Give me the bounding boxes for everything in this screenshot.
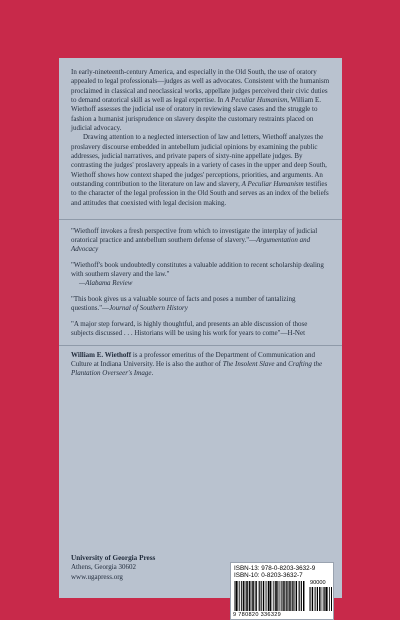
barcode-bar	[263, 581, 264, 611]
barcode-bar	[326, 587, 327, 611]
bio-text: .	[151, 369, 153, 377]
barcode-bar	[315, 587, 316, 611]
quote-text: "Wiethoff's book undoubtedly constitutes a valuable addition to recent scholarship dealing with southern slavery and the law."	[71, 261, 324, 278]
barcode-bar	[259, 581, 260, 611]
barcode-bar	[247, 581, 248, 611]
barcode-bar	[310, 587, 311, 611]
description-text: testifies to the character of the legal profession in the Old South and serves as an index of the beliefs and attitudes that coexisted with legal decision making.	[71, 180, 329, 207]
book-title: A Peculiar Humanism	[242, 180, 304, 188]
bio-text: and	[274, 360, 288, 368]
quote-text: "A major step forward, is highly thoughtful, and presents an able discussion of those subjects discussed . . . Historians will be using his work for years to come"—H-Net	[71, 320, 307, 337]
barcode-bar	[293, 581, 294, 611]
barcode-bar	[292, 581, 293, 611]
description-text: Drawing attention to a neglected intersection of law and letters, Wiethoff analyzes the proslavery discourse embedded in antebellum judicial opinions by examining the public addresses, judicial narratives, and private papers of sixty-nine appellate judges. By contrasting the judges' proslavery appeals in a variety of cases in the upper and deep South, Wiethoff shows how context shaped the judges' perceptions, priorities, and arguments. An outstanding contribution to the literature on law and slavery,	[71, 133, 327, 188]
barcode-bar	[296, 581, 297, 611]
publisher-url: www.ugapress.org	[71, 573, 155, 582]
quote-source: Argumentation and Advocacy	[71, 236, 310, 253]
barcode-bar	[299, 581, 300, 611]
barcode-bar	[246, 581, 247, 611]
publisher-name: University of Georgia Press	[71, 554, 155, 563]
barcode-bar	[329, 587, 330, 611]
quote-source: —Alabama Review	[71, 279, 331, 288]
back-cover-panel	[59, 58, 342, 598]
isbn-10: ISBN-10: 0-8203-3632-7	[234, 572, 303, 579]
quote-source: Journal of Southern History	[109, 304, 188, 312]
barcode-bar	[243, 581, 244, 611]
description-paragraph-1	[71, 68, 331, 133]
barcode-bar	[331, 587, 332, 611]
barcode-addon-bars	[309, 587, 332, 611]
book-title: The Insolent Slave	[223, 360, 275, 368]
description-paragraph-2	[71, 133, 331, 208]
barcode-bars	[234, 581, 306, 611]
review-quote-1	[71, 227, 331, 255]
review-quote-3	[71, 295, 331, 313]
barcode-bar	[286, 581, 287, 611]
barcode-bar	[275, 581, 276, 611]
barcode-bar	[261, 581, 262, 611]
barcode-digits: 9 780820 336329	[233, 612, 281, 618]
barcode-bar	[287, 581, 288, 611]
quote-text: "Wiethoff invokes a fresh perspective from which to investigate the interplay of judicial oratorical practice and antebellum southern defense of slavery."—	[71, 227, 317, 244]
publisher-block	[71, 554, 155, 582]
barcode-bar	[283, 581, 284, 611]
review-quote-4	[71, 320, 331, 338]
barcode-bar	[324, 587, 325, 611]
barcode-bar	[319, 587, 320, 611]
barcode-bar	[317, 587, 318, 611]
publisher-city: Athens, Georgia 30602	[71, 563, 155, 572]
barcode-bar	[235, 581, 236, 611]
barcode-bar	[312, 587, 313, 611]
book-title: A Peculiar Humanism	[225, 96, 287, 104]
description-text: , William E. Wiethoff assesses the judicial use of oratory in reviewing slave cases and the struggle to fashion a humanist jurisprudence on slavery despite the customary restraints placed on judicial advocacy.	[71, 96, 321, 132]
review-quote-2	[71, 261, 331, 289]
author-name: William E. Wiethoff	[71, 351, 131, 359]
barcode-bar	[303, 581, 304, 611]
book-title: Crafting the Plantation Overseer's Image	[71, 360, 322, 377]
barcode-bar	[236, 581, 237, 611]
barcode	[230, 562, 334, 620]
barcode-bar	[268, 581, 269, 611]
barcode-bar	[253, 581, 254, 611]
quote-text: "This book gives us a valuable source of facts and poses a number of tantalizing questions."—	[71, 295, 295, 312]
barcode-bar	[301, 581, 302, 611]
barcode-bar	[255, 581, 256, 611]
description-text: In early-nineteenth-century America, and especially in the Old South, the use of oratory appealed to legal professionals—judges as well as advocates. Consistent with the humanism proclaimed in classical and neoclassical works, appellate judges perceived their civic duties to demand oratorical skill as well as legal expertise. In	[71, 68, 329, 104]
barcode-bar	[323, 587, 324, 611]
divider	[59, 219, 342, 220]
barcode-bar	[270, 581, 271, 611]
barcode-bar	[239, 581, 240, 611]
barcode-bar	[267, 581, 268, 611]
barcode-bar	[281, 581, 282, 611]
barcode-bar	[241, 581, 242, 611]
barcode-bar	[273, 581, 274, 611]
barcode-bar	[276, 581, 277, 611]
isbn-13: ISBN-13: 978-0-8203-3632-9	[234, 565, 315, 572]
divider	[59, 345, 342, 346]
barcode-bar	[252, 581, 253, 611]
bio-text: is a professor emeritus of the Department of Communication and Culture at Indiana University. He is also the author of	[71, 351, 315, 368]
author-bio	[71, 351, 331, 379]
barcode-bar	[249, 581, 250, 611]
barcode-bar	[280, 581, 281, 611]
barcode-bar	[289, 581, 290, 611]
barcode-addon-digits: 90000	[310, 580, 326, 586]
